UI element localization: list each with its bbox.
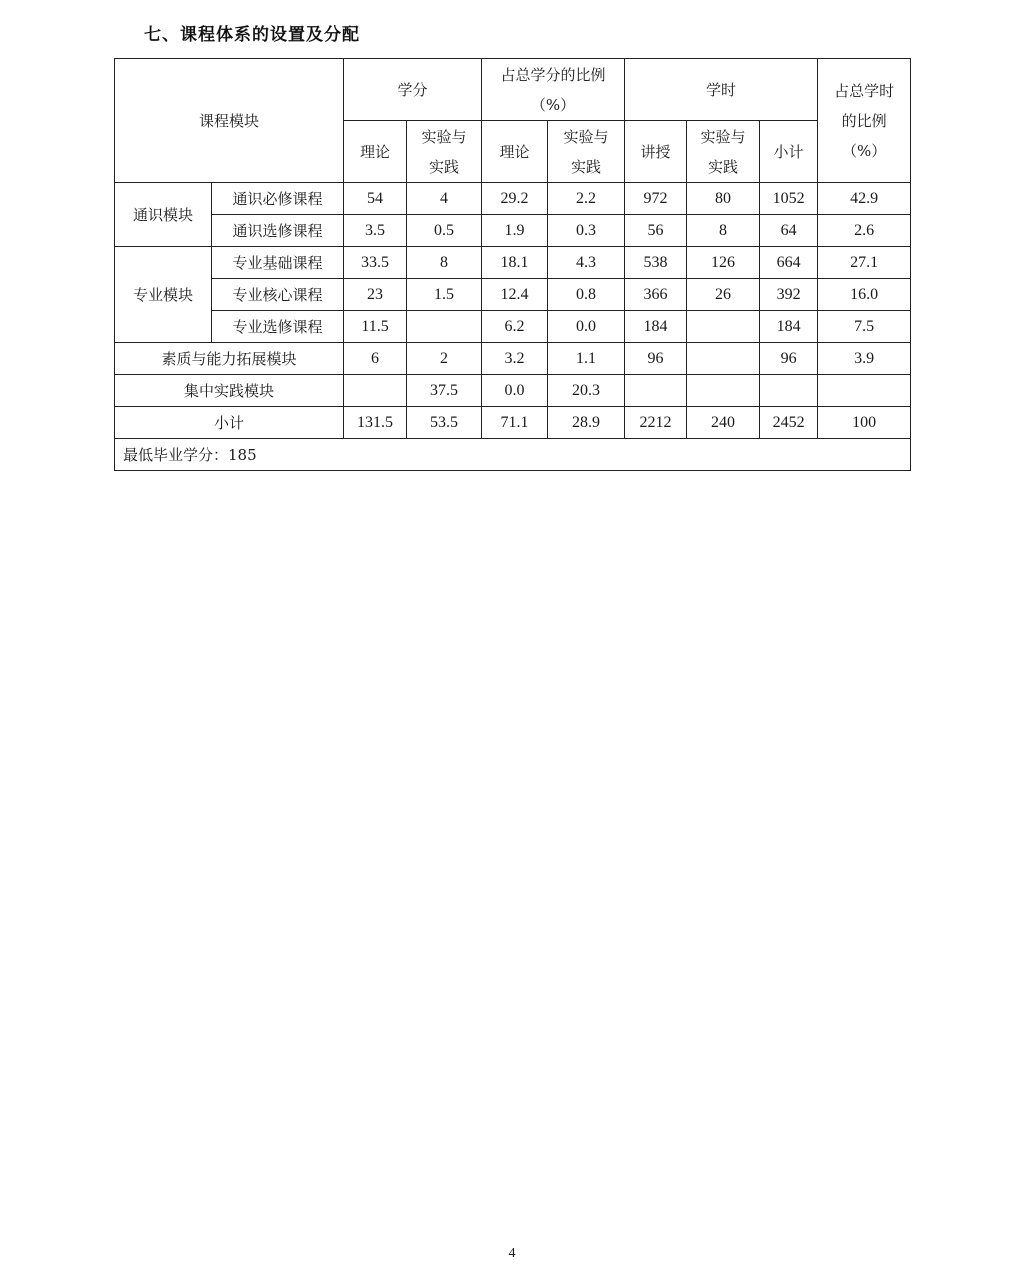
cell-hours-practice: 240 bbox=[687, 407, 760, 439]
cell-hours-practice: 126 bbox=[687, 247, 760, 279]
cell-hours-practice bbox=[687, 343, 760, 375]
cell-hours-subtotal: 184 bbox=[760, 311, 818, 343]
cell-credit-practice: 37.5 bbox=[407, 375, 482, 407]
table-row bbox=[115, 375, 911, 407]
cell-hours-subtotal: 2452 bbox=[760, 407, 818, 439]
section-title: 七、课程体系的设置及分配 bbox=[144, 25, 360, 45]
cell-hours-lecture: 2212 bbox=[625, 407, 687, 439]
cell-credit-theory: 131.5 bbox=[344, 407, 407, 439]
header-credit-ratio: 占总学分的比例 （%） bbox=[482, 59, 625, 121]
cell-hour-ratio: 16.0 bbox=[818, 279, 911, 311]
header-credit-theory: 理论 bbox=[344, 121, 407, 183]
cell-credit-theory: 54 bbox=[344, 183, 407, 215]
group-major: 专业模块 bbox=[115, 247, 212, 343]
table-row bbox=[115, 183, 911, 215]
cell-ratio-theory: 18.1 bbox=[482, 247, 548, 279]
cell-credit-practice bbox=[407, 311, 482, 343]
page-number: 4 bbox=[508, 1246, 516, 1261]
cell-hours-subtotal: 1052 bbox=[760, 183, 818, 215]
header-module: 课程模块 bbox=[115, 59, 344, 183]
header-hours-lecture: 讲授 bbox=[625, 121, 687, 183]
cell-hour-ratio: 2.6 bbox=[818, 215, 911, 247]
cell-hours-subtotal: 392 bbox=[760, 279, 818, 311]
header-hours-practice: 实验与 实践 bbox=[687, 121, 760, 183]
cell-credit-practice: 4 bbox=[407, 183, 482, 215]
cell-hours-subtotal: 64 bbox=[760, 215, 818, 247]
cell-hours-practice bbox=[687, 375, 760, 407]
cell-hours-lecture: 184 bbox=[625, 311, 687, 343]
cell-hour-ratio: 27.1 bbox=[818, 247, 911, 279]
cell-credit-theory: 11.5 bbox=[344, 311, 407, 343]
cell-ratio-practice: 0.0 bbox=[548, 311, 625, 343]
table-row bbox=[115, 311, 911, 343]
row-name: 通识选修课程 bbox=[212, 215, 344, 247]
cell-hour-ratio bbox=[818, 375, 911, 407]
cell-ratio-practice: 0.3 bbox=[548, 215, 625, 247]
cell-hours-lecture: 96 bbox=[625, 343, 687, 375]
cell-credit-practice: 2 bbox=[407, 343, 482, 375]
header-ratio-practice: 实验与 实践 bbox=[548, 121, 625, 183]
cell-hours-lecture bbox=[625, 375, 687, 407]
cell-ratio-theory: 1.9 bbox=[482, 215, 548, 247]
cell-ratio-theory: 0.0 bbox=[482, 375, 548, 407]
table-row bbox=[115, 215, 911, 247]
table-row-subtotal bbox=[115, 407, 911, 439]
cell-ratio-practice: 4.3 bbox=[548, 247, 625, 279]
table-row bbox=[115, 343, 911, 375]
cell-hour-ratio: 3.9 bbox=[818, 343, 911, 375]
footer-row bbox=[115, 439, 911, 471]
cell-credit-practice: 53.5 bbox=[407, 407, 482, 439]
row-name: 集中实践模块 bbox=[115, 375, 344, 407]
cell-hours-subtotal bbox=[760, 375, 818, 407]
header-hour-ratio: 占总学时 的比例 （%） bbox=[818, 59, 911, 183]
cell-hours-lecture: 56 bbox=[625, 215, 687, 247]
cell-hour-ratio: 100 bbox=[818, 407, 911, 439]
cell-credit-theory bbox=[344, 375, 407, 407]
cell-credit-practice: 1.5 bbox=[407, 279, 482, 311]
cell-hours-practice: 26 bbox=[687, 279, 760, 311]
header-hours: 学时 bbox=[625, 59, 818, 121]
cell-ratio-theory: 29.2 bbox=[482, 183, 548, 215]
cell-credit-theory: 3.5 bbox=[344, 215, 407, 247]
cell-ratio-theory: 3.2 bbox=[482, 343, 548, 375]
row-name: 专业选修课程 bbox=[212, 311, 344, 343]
header-hours-subtotal: 小计 bbox=[760, 121, 818, 183]
cell-ratio-practice: 20.3 bbox=[548, 375, 625, 407]
cell-hour-ratio: 42.9 bbox=[818, 183, 911, 215]
row-name: 小计 bbox=[115, 407, 344, 439]
row-name: 素质与能力拓展模块 bbox=[115, 343, 344, 375]
cell-hours-lecture: 366 bbox=[625, 279, 687, 311]
table-row bbox=[115, 247, 911, 279]
cell-hours-subtotal: 96 bbox=[760, 343, 818, 375]
header-ratio-theory: 理论 bbox=[482, 121, 548, 183]
cell-hours-practice: 8 bbox=[687, 215, 760, 247]
cell-ratio-theory: 71.1 bbox=[482, 407, 548, 439]
row-name: 专业基础课程 bbox=[212, 247, 344, 279]
header-credit-practice: 实验与 实践 bbox=[407, 121, 482, 183]
cell-ratio-practice: 0.8 bbox=[548, 279, 625, 311]
cell-credit-theory: 6 bbox=[344, 343, 407, 375]
cell-hours-lecture: 538 bbox=[625, 247, 687, 279]
cell-hour-ratio: 7.5 bbox=[818, 311, 911, 343]
table-row bbox=[115, 279, 911, 311]
cell-credit-practice: 8 bbox=[407, 247, 482, 279]
group-general: 通识模块 bbox=[115, 183, 212, 247]
row-name: 通识必修课程 bbox=[212, 183, 344, 215]
row-name: 专业核心课程 bbox=[212, 279, 344, 311]
cell-ratio-practice: 1.1 bbox=[548, 343, 625, 375]
cell-ratio-theory: 6.2 bbox=[482, 311, 548, 343]
cell-ratio-practice: 28.9 bbox=[548, 407, 625, 439]
cell-hours-practice bbox=[687, 311, 760, 343]
cell-credit-practice: 0.5 bbox=[407, 215, 482, 247]
cell-ratio-theory: 12.4 bbox=[482, 279, 548, 311]
course-allocation-table bbox=[114, 58, 911, 471]
cell-hours-practice: 80 bbox=[687, 183, 760, 215]
cell-hours-lecture: 972 bbox=[625, 183, 687, 215]
cell-ratio-practice: 2.2 bbox=[548, 183, 625, 215]
cell-hours-subtotal: 664 bbox=[760, 247, 818, 279]
min-graduation-credits: 最低毕业学分：185 bbox=[115, 439, 911, 471]
header-row-1 bbox=[115, 59, 911, 121]
cell-credit-theory: 23 bbox=[344, 279, 407, 311]
header-credits: 学分 bbox=[344, 59, 482, 121]
cell-credit-theory: 33.5 bbox=[344, 247, 407, 279]
